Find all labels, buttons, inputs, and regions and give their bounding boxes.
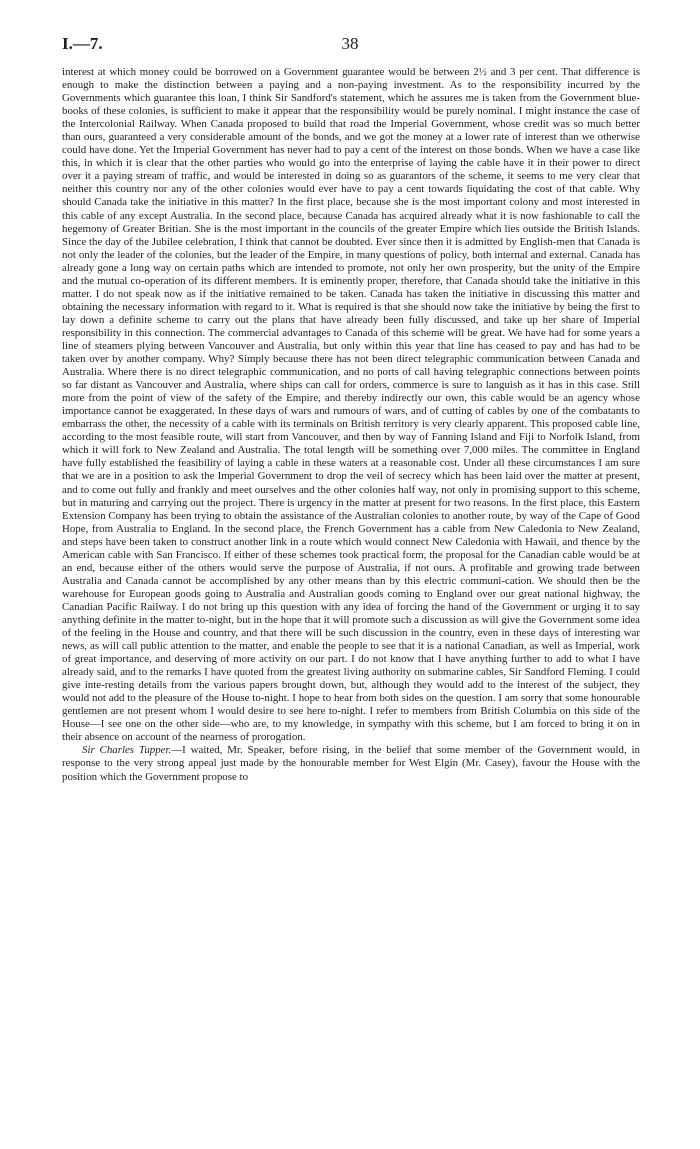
page-number: 38: [341, 34, 359, 53]
page-header: [62, 34, 638, 56]
paragraph-casey-speech: interest at which money could be borrowed on a Government guarantee would be between 2½ and 3 per cent. That difference is enough to make the distinction between a paying and a non-paying investment. As to the responsibility incurred by the Governments which guarantee this loan, I think Sir Sandford's statement, which he assures me is taken from the Government blue-books of these colonies, is sufficient to make it appear that the responsibility would be purely nominal. I might instance the case of the Intercolonial Railway. When Canada proposed to build that road the Imperial Government, whose credit was so much better than ours, guaranteed a very considerable amount of the bonds, and we got the money at a lower rate of interest than we otherwise could have done. Yet the Imperial Government has never had to pay a cent of the interest on those bonds. When we have a case like this, in which it is clear that the other parties who would go into the enterprise of laying the cable have it in their power to direct over it a paying stream of traffic, and would be interested in doing so as guarantors of the scheme, it seems to me very clear that neither this country nor any of the other colonies would ever have to pay a cent towards liquidating the cost of that cable. Why should Canada take the initiative in this matter? In the first place, because she is the most important colony and most interested in this cable of any except Australia. In the second place, because Canada has acquired already what it is now fashionable to call the hegemony of Greater Britian. She is the most important in the councils of the greater Empire which lies outside the British Islands. Since the day of the Jubilee celebration, I think that cannot be doubted. Ever since then it is admitted by English-men that Canada is not only the leader of the colonies, but the leader of the Empire, in many questions of policy, both internal and external. Canada has already gone a long way on certain paths which are intended to promote, not only her own prosperity, but the unity of the Empire and the mutual co-operation of its different members. It is eminently proper, therefore, that Canada should take the initiative in this matter. I do not speak now as if the initiative remained to be taken. Canada has taken the initiative in discussing this matter and obtaining the necessary information with regard to it. What is required is that she should now take the initiative by being the first to lay down a definite scheme to carry out the plans that have already been fully discussed, and take up her share of Imperial responsibility in this connection. The commercial advantages to Canada of this scheme will be great. We have had for some years a line of steamers plying between Vancouver and Australia, but only within this year that line has ceased to pay and has had to be taken over by another company. Why? Simply because there has not been direct telegraphic communication between Canada and Australia. Where there is no direct telegraphic communication, and no ports of call having telegraphic connections between points so far distant as Vancouver and Australia, where ships can call for orders, commerce is sure to languish as it has in this case. Still more from the point of view of the safety of the Empire, and thereby indirectly our own, this cable would be an agency whose importance cannot be exaggerated. In these days of wars and rumours of wars, and of cutting of cables by one of the combatants to embarrass the other, the necessity of a cable with its terminals on British territory is very clearly apparent. This proposed cable line, according to the most feasible route, will start from Vancouver, and then by way of Fanning Island and Fiji to Norfolk Island, from which it will fork to New Zealand and Australia. The total length will be something over 7,000 miles. The committee in England have fully established the feasibility of laying a cable in these waters at a reasonable cost. Under all these circumstances I am sure that we are in a position to ask the Imperial Government to drop the veil of secrecy which has been laid over the matter at present, and to come out fully and frankly and meet ourselves and the other colonies half way, not only in promising support to this scheme, but in maturing and carrying out the project. There is urgency in the matter at present for two reasons. In the first place, this Eastern Extension Company has been trying to obtain the assistance of the Australian colonies to another route, by way of the Cape of Good Hope, from Australia to England. In the second place, the French Government has a cable from New Caledonia to New Zealand, and steps have been taken to construct another link in a route which would connect New Caledonia with Hawaii, and thence by the American cable with San Francisco. If either of these schemes took practical form, the proposal for the Canadian cable would be at an end, because either of the others would serve the purpose of Australia, if not ours. A profitable and growing trade between Australia and Canada cannot be accomplished by any other means than by this electric communi-cation. We should then be the warehouse for European goods going to Australia and Australian goods coming to England over our great national highway, the Canadian Pacific Railway. I do not bring up this question with any idea of forcing the hand of the Government or urging it to say anything definite in the matter to-night, but in the hope that it will promote such a discussion as will give the Government some idea of the feeling in the House and country, and that there will be such discussion in the country, even in these days of interesting war news, as will call public attention to the matter, and enable the people to see that it is a national Canadian, as well as Imperial, work of great importance, and deserving of more activity on our part. I do not know that I have anything further to add to what I have already said, and to the remarks I have quoted from the greatest living authority on submarine cables, Sir Sandford Fleming. I could give inte-resting details from the various papers brought down, but, although they would add to the interest of the subject, they would not add to the pleasure of the House to-night. I hope to hear from both sides on the question. I am sorry that some honourable gentlemen are not present whom I would desire to see here to-night. I refer to members from British Columbia on this side of the House—I see one on the other side—who are, to my knowledge, in sympathy with this scheme, but I am forced to bring it on in their absence on account of the nearness of prorogation.: [62, 66, 640, 744]
document-reference: I.—7.: [62, 34, 103, 53]
paragraph-tupper-speech: [62, 744, 640, 783]
speech-text: —I waited, Mr. Speaker, before rising, in the belief that some member of the Government would, in response to the very strong appeal just made by the honourable member for West Elgin (Mr. Casey), favour the House with the position which the Government propose to: [62, 744, 640, 783]
speaker-name: Sir Charles Tupper.: [82, 744, 172, 757]
body-text: [62, 66, 640, 784]
